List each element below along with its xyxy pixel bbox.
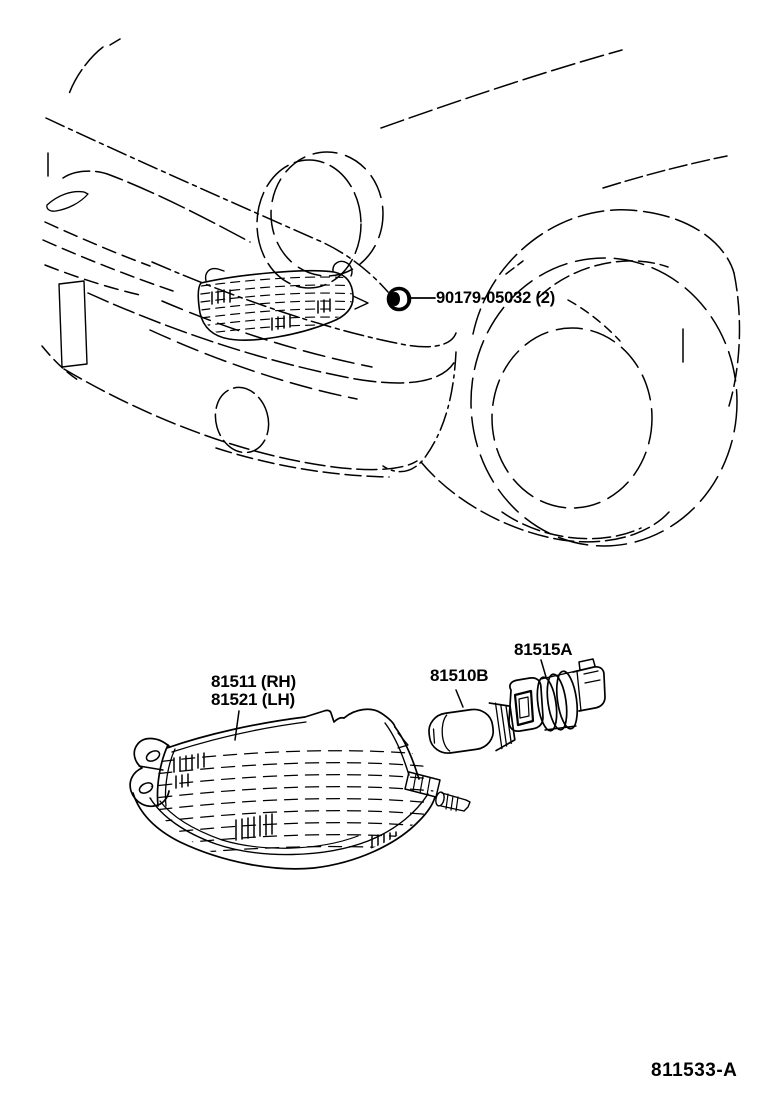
part-callout-nut[interactable]: 90179-05032 (2) xyxy=(436,289,556,307)
lamp-hatching xyxy=(186,277,366,336)
bulb-drawing xyxy=(426,700,516,759)
lamp-leader-line xyxy=(235,711,239,740)
turn-signal-lamp-installed xyxy=(186,261,368,340)
socket-leader-line xyxy=(541,660,546,677)
part-callout-lamp[interactable] xyxy=(211,673,296,709)
windshield-line xyxy=(381,50,622,128)
drawing-number: 811533-A xyxy=(651,1060,738,1081)
bulb-glass xyxy=(427,707,496,756)
part-callout-lamp-rh[interactable]: 81511 (RH) xyxy=(211,672,296,691)
lamp-lens-hatching xyxy=(138,751,452,858)
part-callout-bulb[interactable]: 81510B xyxy=(430,666,489,685)
bulb-leader-line xyxy=(456,690,463,707)
bracket-hole xyxy=(145,749,162,764)
lamp-assembly-outline xyxy=(133,709,435,869)
socket-connector xyxy=(573,659,605,711)
mounting-stud xyxy=(435,791,470,811)
car-front-sketch xyxy=(42,39,739,546)
license-plate xyxy=(59,281,87,367)
hood-lines xyxy=(46,39,388,292)
bracket-hole xyxy=(138,781,155,796)
wheel-arch-arcs xyxy=(473,210,739,406)
fender-lines xyxy=(47,156,727,242)
lamp-rear-bracket xyxy=(405,772,440,797)
mounting-nut xyxy=(389,289,436,310)
headlamp-circles xyxy=(257,152,383,288)
socket-opening xyxy=(515,691,533,725)
part-callout-lamp-lh[interactable]: 81521 (LH) xyxy=(211,690,295,710)
socket-drawing xyxy=(509,659,605,732)
turn-signal-lamp-assembly xyxy=(130,709,470,869)
part-callout-socket[interactable]: 81515A xyxy=(514,640,573,659)
grille-lines xyxy=(43,222,372,399)
